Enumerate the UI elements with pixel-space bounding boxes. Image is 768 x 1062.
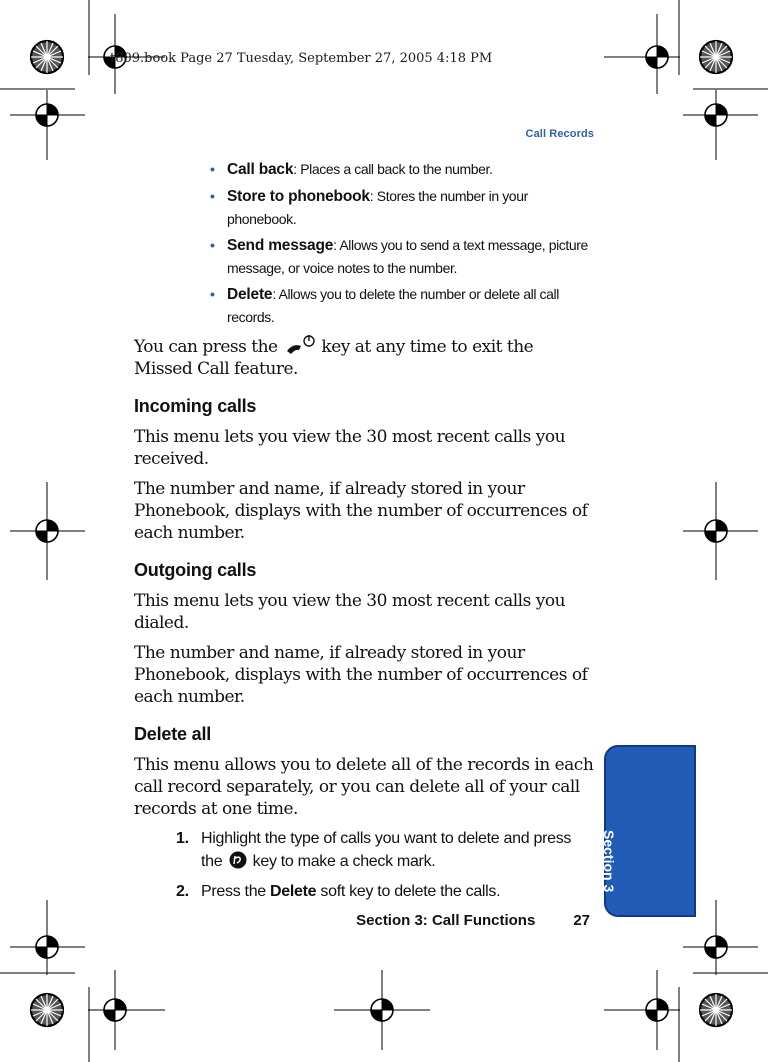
step-item xyxy=(176,828,594,873)
end-key-note xyxy=(134,334,594,380)
step-number: 1. xyxy=(176,830,189,847)
option-term: Store to phonebook xyxy=(227,188,370,205)
step-number: 2. xyxy=(176,883,189,900)
page-content xyxy=(134,158,594,911)
list-item xyxy=(210,185,594,230)
list-item xyxy=(210,283,594,328)
bullet-icon: • xyxy=(210,161,215,177)
option-term: Send message xyxy=(227,237,334,254)
end-key-icon xyxy=(283,334,317,356)
step-text-before: Press the xyxy=(201,883,271,900)
print-header: t809.book Page 27 Tuesday, September 27, 2005 4:18 PM xyxy=(110,51,493,66)
section-tab xyxy=(604,745,696,917)
outgoing-para-1: This menu lets you view the 30 most recent calls you dialed. xyxy=(134,591,566,633)
step-item xyxy=(176,881,594,903)
heading-delete-all: Delete all xyxy=(134,724,212,744)
footer-section: Section 3: Call Functions xyxy=(356,912,536,929)
option-text: : Allows you to delete the number or delete all call records. xyxy=(227,286,559,325)
end-key-note-before: You can press the xyxy=(134,337,283,357)
outgoing-para-2: The number and name, if already stored in your Phonebook, displays with the number of occurrences of each number. xyxy=(134,643,588,707)
option-text: : Allows you to send a text message, picture message, or voice notes to the number. xyxy=(227,237,588,276)
list-item xyxy=(210,158,594,181)
step-text-after: soft key to delete the calls. xyxy=(316,883,501,900)
incoming-para-2: The number and name, if already stored in your Phonebook, displays with the number of occurrences of each number. xyxy=(134,479,588,543)
page-footer xyxy=(356,912,590,929)
list-item xyxy=(210,234,594,279)
option-term: Call back xyxy=(227,161,294,178)
step-text-before: Highlight the type of calls you want to delete and press the xyxy=(201,830,572,870)
heading-incoming-calls: Incoming calls xyxy=(134,396,257,416)
step-text-after: key to make a check mark. xyxy=(248,853,436,870)
bullet-icon: • xyxy=(210,286,215,302)
bullet-icon: • xyxy=(210,237,215,253)
step-key-label: Delete xyxy=(270,883,317,900)
incoming-para-1: This menu lets you view the 30 most recent calls you received. xyxy=(134,427,566,469)
delete-all-para: This menu allows you to delete all of the records in each call record separately, or you can delete all of your call records at one time. xyxy=(134,755,594,819)
option-text: : Places a call back to the number. xyxy=(293,161,493,177)
ok-key-icon xyxy=(227,850,249,870)
running-head: Call Records xyxy=(525,128,594,140)
heading-outgoing-calls: Outgoing calls xyxy=(134,560,257,580)
section-tab-label: Section 3 xyxy=(601,830,617,893)
option-text: : Stores the number in your phonebook. xyxy=(227,188,528,227)
step-list xyxy=(176,828,594,903)
end-key-note-after: key at any time to exit the Missed Call feature. xyxy=(134,337,534,379)
page-number: 27 xyxy=(573,912,590,929)
bullet-icon: • xyxy=(210,188,215,204)
option-term: Delete xyxy=(227,286,273,303)
option-list xyxy=(210,158,594,328)
